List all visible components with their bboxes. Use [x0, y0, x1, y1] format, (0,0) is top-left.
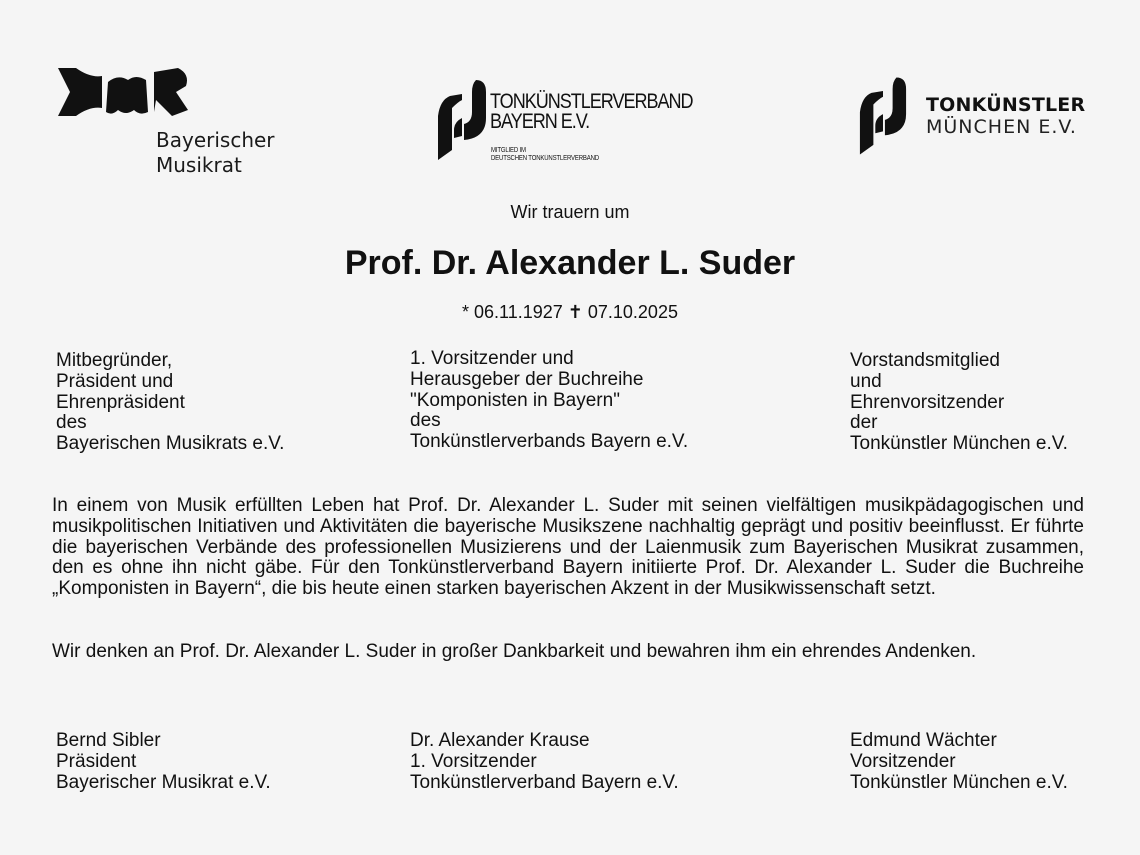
role-right: [850, 351, 1068, 455]
bmr-logo-line1: Bayerischer: [156, 128, 275, 152]
signature-left: [56, 731, 271, 793]
tkv-logo: [436, 78, 696, 164]
role-line: und: [850, 370, 882, 392]
role-left: [56, 351, 284, 455]
role-line: Mitbegründer,: [56, 350, 173, 371]
tkv-logo-small1: MITGLIED IM: [491, 147, 526, 154]
tkv-logo-line1: TONKÜNSTLERVERBAND: [490, 90, 693, 113]
signature-title: Vorsitzender: [850, 750, 956, 772]
bmr-logo: [56, 66, 296, 181]
role-line: "Komponisten in Bayern": [410, 389, 620, 411]
signature-org: Tonkünstler München e.V.: [850, 771, 1068, 793]
tkv-logo-mark: [436, 78, 488, 162]
body-paragraph-2: Wir denken an Prof. Dr. Alexander L. Suder in großer Dankbarkeit und bewahren ihm ein ehrendes Andenken.: [52, 641, 977, 662]
role-line: Bayerischen Musikrats e.V.: [56, 433, 285, 455]
role-line: Präsident und: [56, 370, 174, 392]
role-line: 1. Vorsitzender und: [410, 348, 574, 369]
role-line: Vorstandsmitglied: [850, 350, 1000, 371]
signature-name: Bernd Sibler: [56, 730, 161, 751]
signature-name: Edmund Wächter: [850, 730, 997, 751]
bmr-logo-line2: Musikrat: [156, 153, 242, 177]
tkv-logo-line2: BAYERN E.V.: [490, 110, 590, 133]
signature-center: [410, 731, 679, 793]
signature-org: Bayerischer Musikrat e.V.: [56, 771, 271, 793]
role-line: Ehrenpräsident: [56, 391, 185, 413]
signature-title: Präsident: [56, 750, 137, 772]
role-line: Ehrenvorsitzender: [850, 391, 1005, 413]
role-line: Tonkünstler München e.V.: [850, 433, 1068, 455]
tkm-logo-mark: [858, 74, 908, 158]
role-line: Tonkünstlerverbands Bayern e.V.: [410, 431, 689, 453]
signature-org: Tonkünstlerverband Bayern e.V.: [410, 771, 679, 793]
intro-text: Wir trauern um: [510, 202, 630, 222]
body-paragraph-1: In einem von Musik erfüllten Leben hat Prof. Dr. Alexander L. Suder mit seinen vielfältigen musikpädagogischen und musikpolitischen Initiativen und Aktivitäten die bayerische Musikszene nachhaltig geprägt und positiv beeinflusst. Er führte die bayerischen Verbände des professionellen Musizierens und der Laienmusik zum Bayerischen Musikrat zusammen, den es ohne ihn nicht gäbe. Für den Tonkünstlerverband Bayern initiierte Prof. Dr. Alexander L. Suder die Buchreihe „Komponisten in Bayern“, die bis heute einen starken bayerischen Akzent in der Musikwissenschaft setzt.: [52, 495, 1084, 600]
deceased-name: Prof. Dr. Alexander L. Suder: [344, 244, 796, 282]
signature-name: Dr. Alexander Krause: [410, 730, 590, 751]
tkm-logo-line1: TONKÜNSTLER: [926, 94, 1086, 116]
tkm-logo-line2: MÜNCHEN E.V.: [926, 116, 1077, 138]
role-line: des: [410, 410, 441, 432]
life-dates: * 06.11.1927 ✝ 07.10.2025: [462, 302, 678, 322]
role-line: der: [850, 412, 878, 434]
bmr-logo-mark: [56, 66, 190, 118]
signature-title: 1. Vorsitzender: [410, 750, 537, 772]
signature-right: [850, 731, 1068, 793]
tkv-logo-small2: DEUTSCHEN TONKÜNSTLERVERBAND: [491, 155, 599, 162]
role-line: Herausgeber der Buchreihe: [410, 368, 644, 390]
tkm-logo: [858, 74, 1088, 160]
role-line: des: [56, 412, 87, 434]
role-center: [410, 349, 688, 453]
